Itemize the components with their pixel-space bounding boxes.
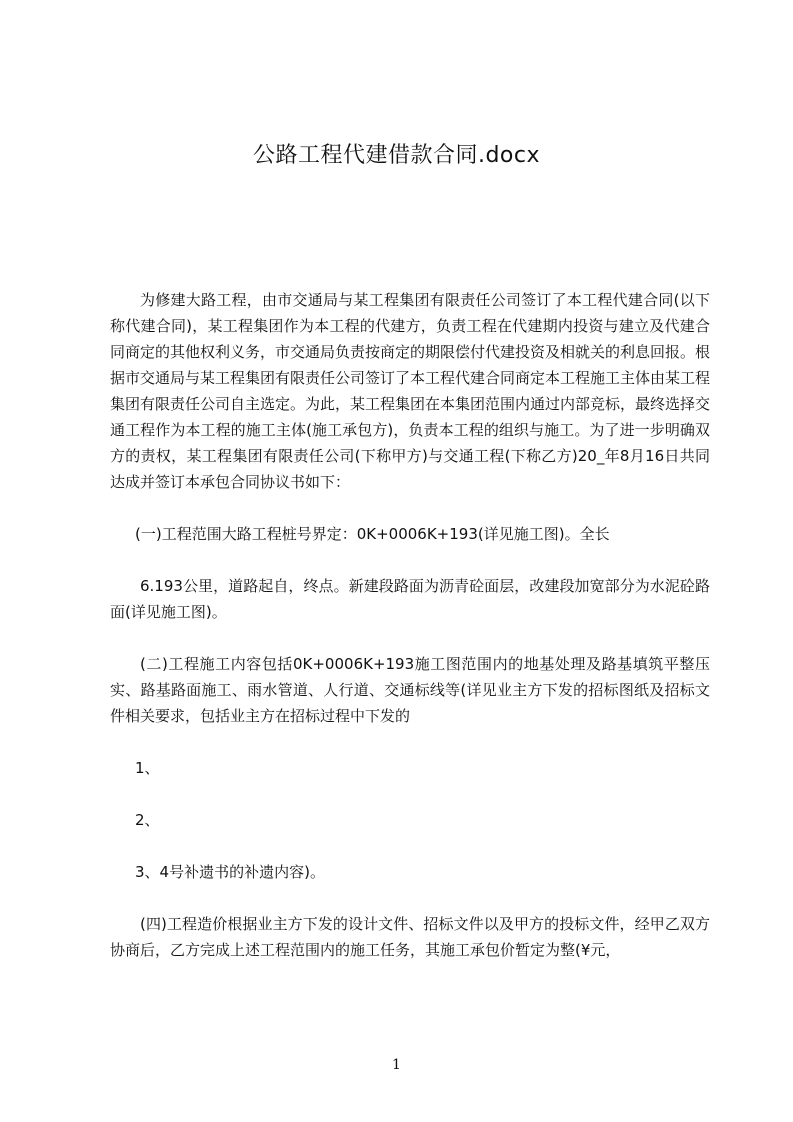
paragraph-intro: 为修建大路工程，由市交通局与某工程集团有限责任公司签订了本工程代建合同(以下称代建合同)，某工程集团作为本工程的代建方，负责工程在代建期内投资与建立及代建合同商定的其他权利义务，市交通局负责按商定的期限偿付代建投资及相就关的利息回报。根据市交通局与某工程集团有限责任公司签订了本工程代建合同商定本工程施工主体由某工程集团有限责任公司自主选定。为此，某工程集团在本集团范围内通过内部竞标，最终选择交通工程作为本工程的施工主体(施工承包方)，负责本工程的组织与施工。为了进一步明确双方的责权，某工程集团有限责任公司(下称甲方)与交通工程(下称乙方)20_年8月16日共同达成并签订本承包合同协议书如下： xyxy=(110,291,711,491)
paragraph-length: 6.193公里，道路起自，终点。新建段路面为沥青砼面层，改建段加宽部分为水泥砼路面(详见施工图)。 xyxy=(110,577,710,621)
list-item-3: 3、4号补遗书的补遗内容)。 xyxy=(135,863,325,881)
document-title: 公路工程代建借款合同.docx xyxy=(252,143,541,168)
page-number: 1 xyxy=(392,1057,401,1073)
list-item-1: 1、 xyxy=(135,759,160,777)
document-body xyxy=(110,287,710,963)
paragraph-construction-content: (二)工程施工内容包括0K+0006K+193施工图范围内的地基处理及路基填筑平整压实、路基路面施工、雨水管道、人行道、交通标线等(详见业主方下发的招标图纸及招标文件相关要求，包括业主方在招标过程中下发的 xyxy=(110,655,710,725)
paragraph-cost: (四)工程造价根据业主方下发的设计文件、招标文件以及甲方的投标文件，经甲乙双方协商后，乙方完成上述工程范围内的施工任务，其施工承包价暂定为整(¥元， xyxy=(110,915,710,959)
list-item-2: 2、 xyxy=(135,811,160,829)
paragraph-scope: (一)工程范围大路工程桩号界定：0K+0006K+193(详见施工图)。全长 xyxy=(135,525,610,543)
